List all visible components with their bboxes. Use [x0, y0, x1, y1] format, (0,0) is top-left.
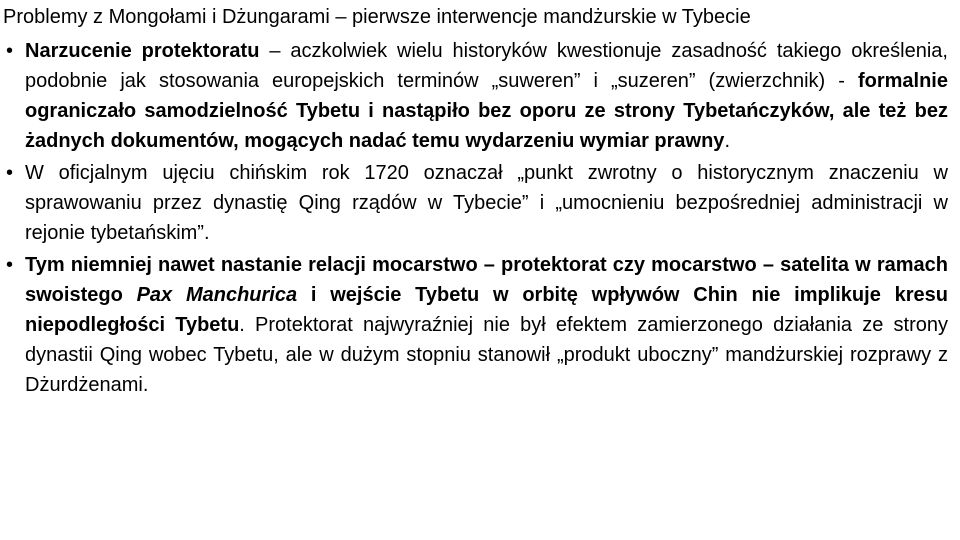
bullet-bold-text: i wejście Tybetu w orbitę wpływów Chin nie implikuje kresu niepodległości Tybetu — [25, 284, 948, 336]
bullet-marker: • — [6, 40, 14, 62]
bullet-item-chinese-view — [0, 158, 948, 248]
bullet-marker: • — [6, 254, 14, 276]
slide-title: Problemy z Mongołami i Dżungarami – pierwsze interwencje mandżurskie w Tybecie — [3, 6, 751, 28]
bullet-bold-text: formalnie ograniczało samodzielność Tybetu i nastąpiło bez oporu ze strony Tybetańczyków, ale też bez żadnych dokumentów, mogących nadać temu wydarzeniu wymiar prawny — [25, 70, 948, 152]
bullet-text-end: . — [724, 130, 730, 152]
bullet-text: W oficjalnym ujęciu chińskim rok 1720 oznaczał „punkt zwrotny o historycznym znaczeniu w sprawowaniu przez dynastię Qing rządów w Tybecie” i „umocnieniu bezpośredniej administracji w rejonie tybetańskim”. — [25, 162, 948, 244]
bullet-marker: • — [6, 162, 14, 184]
bullet-text: . Protektorat najwyraźniej nie był efektem zamierzonego działania ze strony dynastii Qing wobec Tybetu, ale w dużym stopniu stanowił „produkt uboczny” mandżurskiej rozprawy z Dżurdżenami. — [25, 314, 948, 396]
bullet-bold-lead: Narzucenie protektoratu — [25, 40, 260, 62]
bullet-text: – aczkolwiek wielu historyków kwestionuje zasadność takiego określenia, podobnie jak stosowania europejskich terminów „suweren” i „suzeren” (zwierzchnik) - — [25, 40, 948, 92]
bullet-bold-lead: Tym niemniej nawet nastanie relacji mocarstwo – protektorat czy mocarstwo – satelita w ramach swoistego — [25, 254, 948, 306]
bullet-list — [0, 36, 948, 402]
bullet-bold-italic: Pax Manchurica — [136, 284, 298, 306]
bullet-item-protectorate — [0, 36, 948, 156]
bullet-item-independence — [0, 250, 948, 400]
